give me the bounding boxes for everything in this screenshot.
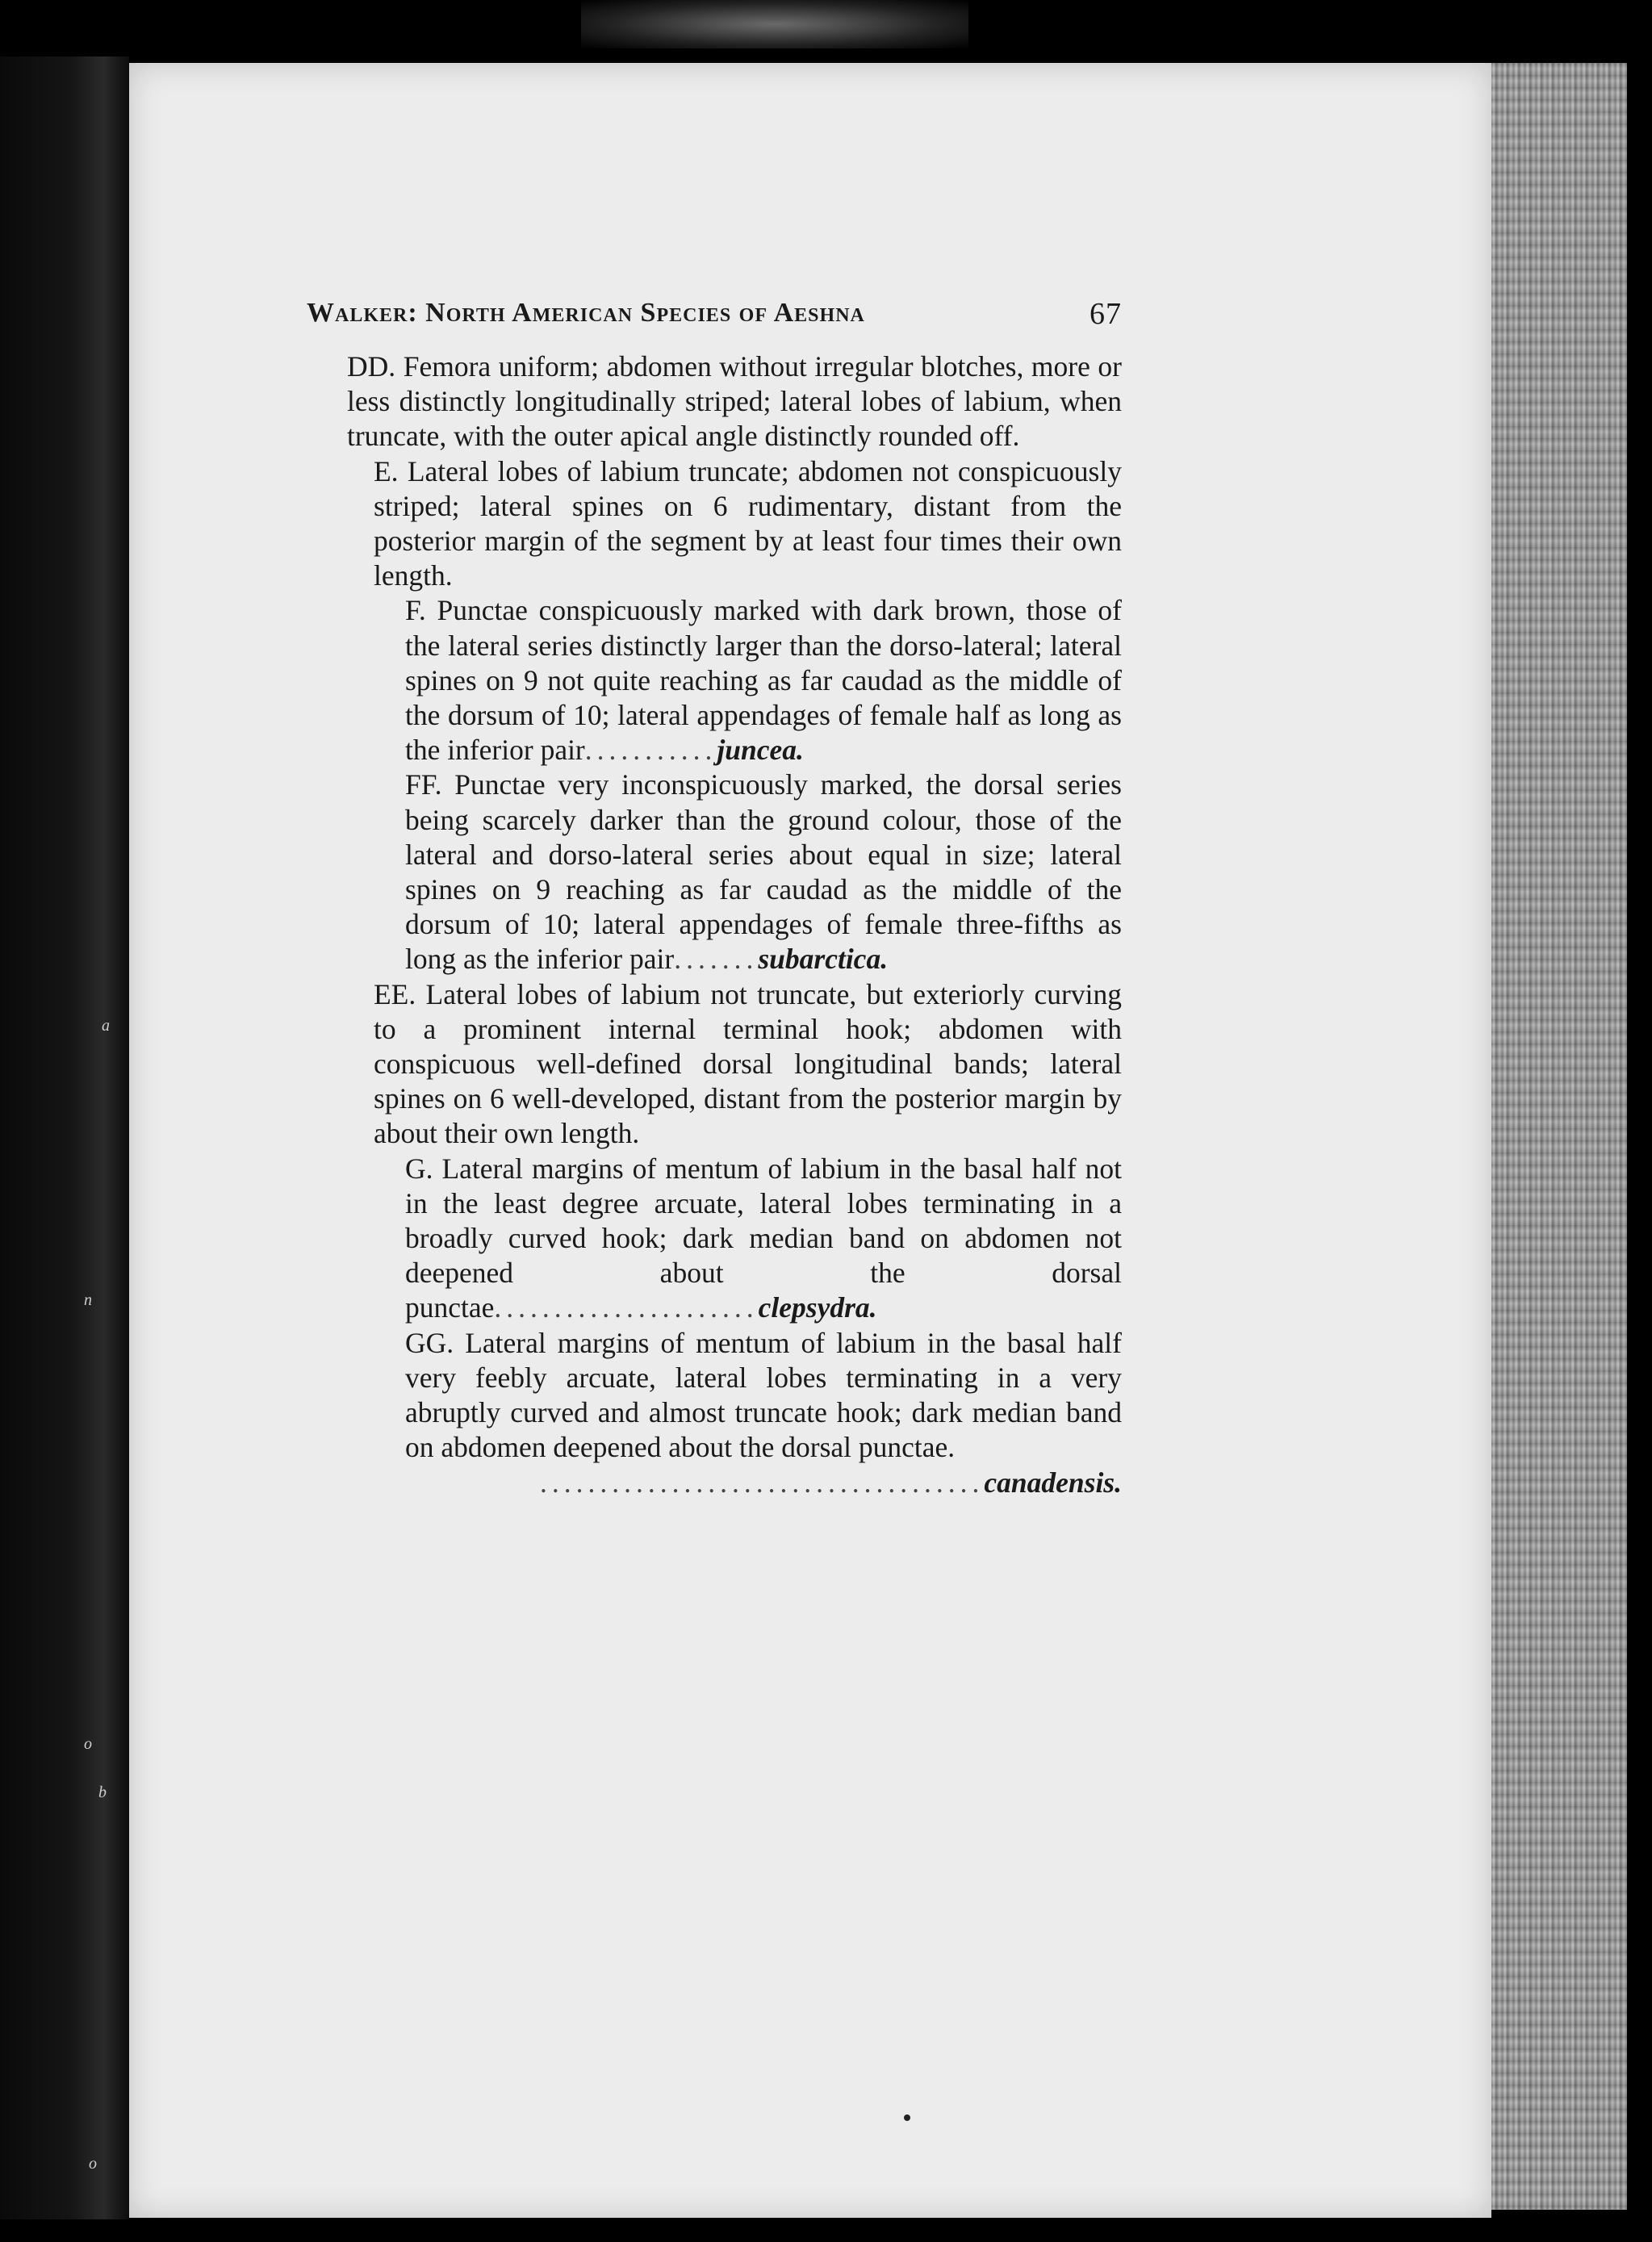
page-number: 67 [1089,297,1122,331]
species-line [405,1466,1122,1500]
leader-dots: ..................................... [540,1466,985,1499]
entry-text: DD. Femora uniform; abdomen without irregular blotches, more or less distinctly longitudinally striped; lateral lobes of labium, when truncate, with the outer apical angle distinctly rounded off. [347,350,1122,453]
leader-dots: ...................... [494,1291,759,1324]
entry-text: FF. Punctae very inconspicuously marked, the dorsal series being scarcely darker than the ground colour, those of the lateral and dorso-lateral series about equal in size; lateral spines on 9 reaching as far caudad as the middle of the dorsum of 10; lateral appendages of female three-fifths as long as the inferior pair [405,768,1122,976]
page-text [307,287,1122,1500]
species-name: canadensis. [984,1466,1122,1499]
edge-mark: o [89,2155,97,2173]
key-entry-dd [347,349,1122,454]
species-name: clepsydra. [758,1291,877,1324]
species-name: subarctica. [758,943,889,976]
edge-mark: a [102,1017,110,1035]
previous-page-edge [0,56,129,2219]
entry-text: E. Lateral lobes of labium truncate; abdomen not conspicuously striped; lateral spines on 6 rudimentary, distant from the posterior margin of the segment by at least four times their own length. [374,454,1122,592]
running-title: Walker: North American Species of Aeshna [307,298,865,328]
entry-text: EE. Lateral lobes of labium not truncate, but exteriorly curving to a prominent internal terminal hook; abdomen with conspicuous well-defined dorsal longitudinal bands; lateral spines on 6 well-developed, distant from the posterior margin by about their own length. [374,977,1122,1150]
key-entry-e [374,454,1122,594]
entry-text: F. Punctae conspicuously marked with dark brown, those of the lateral series distinctly larger than the dorso-lateral; lateral spines on 9 not quite reaching as far caudad as the middle of the dorsum of 10; lateral appendages of female half as long as the inferior pair [405,594,1122,767]
edge-mark: o [84,1735,92,1753]
key-entry-f [405,593,1122,768]
edge-mark: n [84,1291,92,1309]
scan-top-artifact [581,0,968,48]
entry-text: G. Lateral margins of mentum of labium in the basal half not in the least degree arcuate, lateral lobes terminating in a broadly curved hook; dark median band on abdomen not deepened about the dorsal punctae [405,1152,1122,1324]
key-entry-g [405,1152,1122,1326]
key-entry-ff [405,768,1122,977]
scan-speck [904,2114,910,2121]
leader-dots: ....... [674,943,759,976]
key-entry-ee [374,977,1122,1152]
edge-mark: b [98,1784,107,1801]
entry-text: GG. Lateral margins of mentum of labium in the basal half very feebly arcuate, lateral lobes terminating in a very abruptly curved and almost truncate hook; dark median band on abdomen deepened about the dorsal punctae. [405,1326,1122,1464]
leader-dots: ........... [584,734,717,767]
species-name: juncea. [717,734,804,767]
key-entry-gg [405,1326,1122,1500]
running-head [307,287,1122,335]
book-edge-pages [1491,63,1627,2210]
